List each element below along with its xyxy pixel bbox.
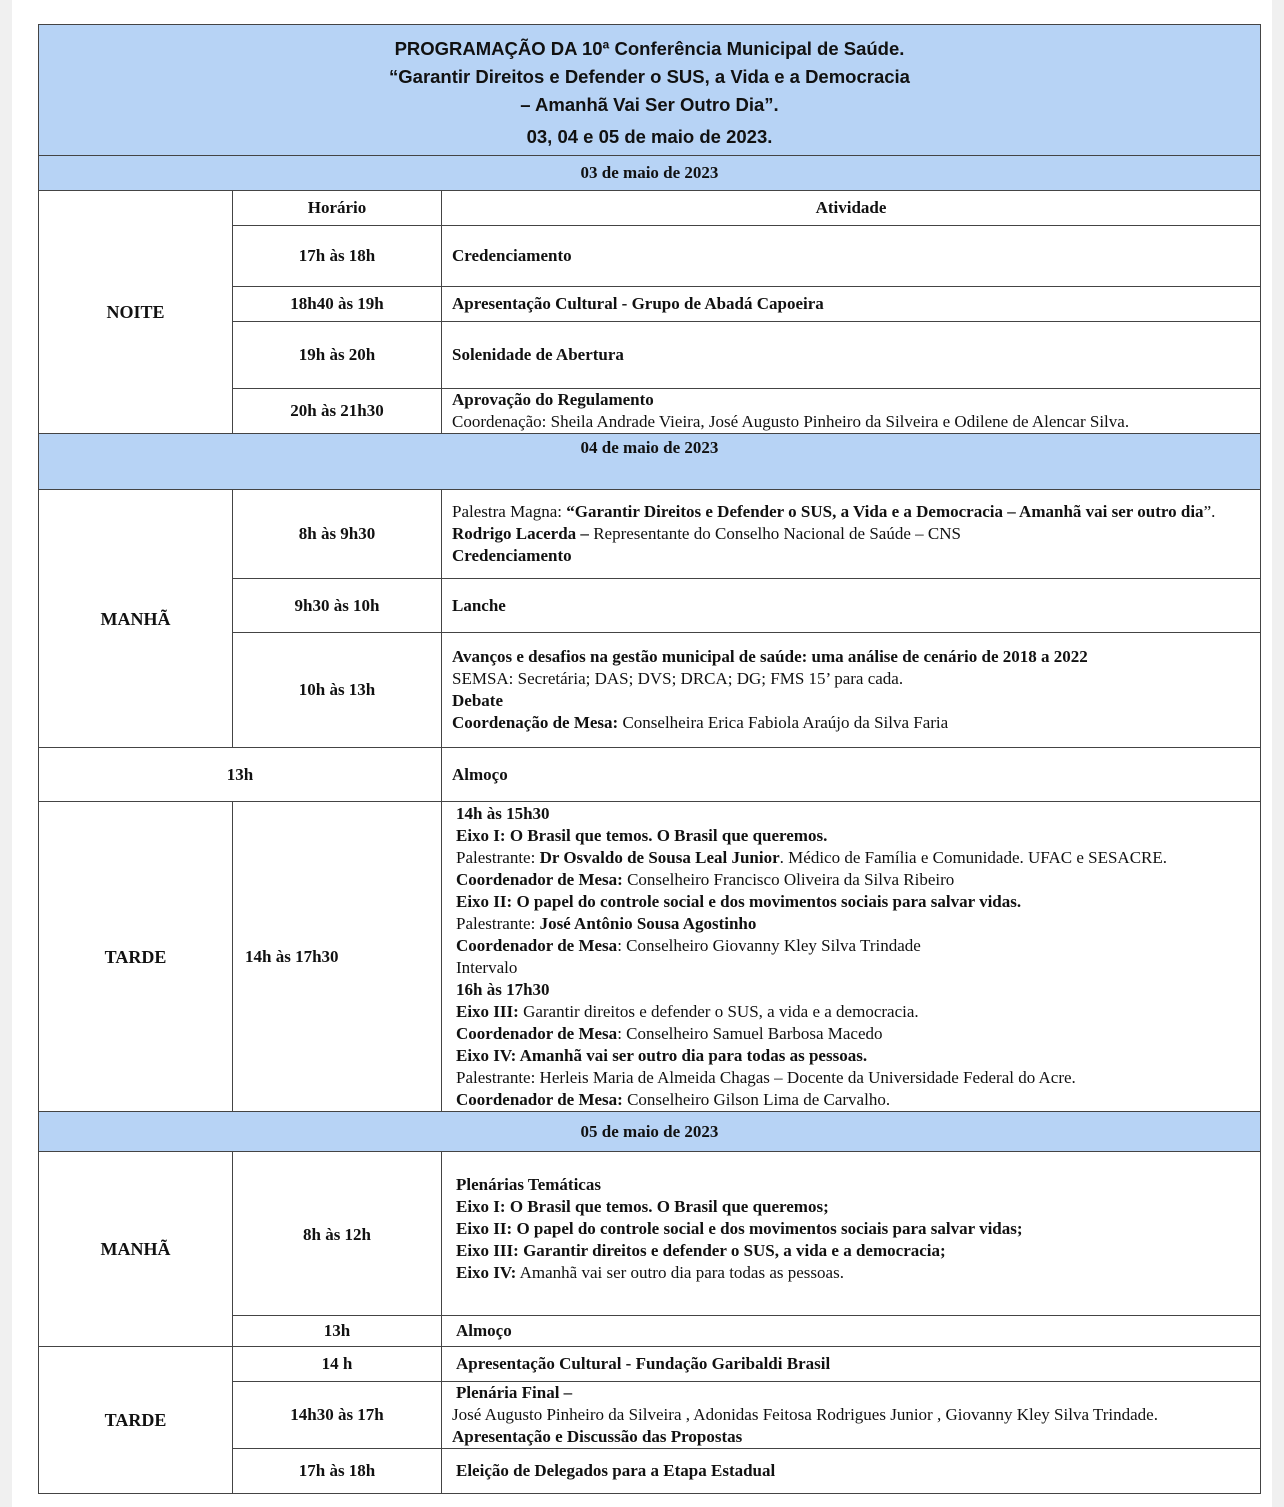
line-bold: Coordenador de Mesa bbox=[456, 935, 618, 955]
period-label: NOITE bbox=[39, 191, 233, 434]
period-label: TARDE bbox=[39, 802, 233, 1112]
activity-title: Plenária Final – bbox=[456, 1383, 573, 1402]
line-bold: Coordenador de Mesa: bbox=[456, 869, 623, 889]
line-bold: Eixo III: Garantir direitos e defender o SUS, a vida e a democracia; bbox=[456, 1241, 946, 1260]
time-cell: 8h às 12h bbox=[233, 1152, 442, 1316]
line-text: Garantir direitos e defender o SUS, a vida e a democracia. bbox=[518, 1001, 919, 1021]
day-heading: 04 de maio de 2023 bbox=[39, 434, 1261, 490]
column-header-horario: Horário bbox=[233, 191, 442, 226]
program-line bbox=[456, 847, 1250, 869]
header-title: PROGRAMAÇÃO DA 10ª Conferência Municipal de Saúde. bbox=[394, 38, 905, 59]
activity-cell: Almoço bbox=[442, 748, 1261, 802]
program-line bbox=[456, 869, 1250, 891]
time-cell: 14h30 às 17h bbox=[233, 1382, 442, 1449]
activity-cell: Credenciamento bbox=[442, 226, 1261, 287]
time-cell: 18h40 às 19h bbox=[233, 287, 442, 322]
activity-title: Apresentação e Discussão das Propostas bbox=[452, 1427, 743, 1446]
activity-cell: Apresentação Cultural - Grupo de Abadá Capoeira bbox=[442, 287, 1261, 322]
header-theme-line2: – Amanhã Vai Ser Outro Dia”. bbox=[520, 94, 779, 115]
program-line bbox=[456, 1196, 1250, 1218]
line-text: Conselheiro Gilson Lima de Carvalho. bbox=[622, 1089, 891, 1109]
activity-title: Avanços e desafios na gestão municipal de saúde: uma análise de cenário de 2018 a 2022 bbox=[452, 647, 1088, 666]
time-cell: 13h bbox=[233, 1316, 442, 1347]
line-prefix: Palestrante: bbox=[456, 847, 540, 867]
activity-title: Debate bbox=[452, 691, 503, 710]
activity-cell: Eleição de Delegados para a Etapa Estadual bbox=[442, 1449, 1261, 1494]
program-line bbox=[456, 1023, 1250, 1045]
program-line bbox=[456, 1218, 1250, 1240]
time-cell: 13h bbox=[39, 748, 442, 802]
program-line bbox=[456, 1045, 1250, 1067]
period-label: MANHÃ bbox=[39, 490, 233, 748]
line-bold: 16h às 17h30 bbox=[456, 979, 550, 999]
activity-title: Credenciamento bbox=[452, 546, 572, 565]
activity-cell: Almoço bbox=[442, 1316, 1261, 1347]
activity-cell bbox=[442, 1152, 1261, 1316]
speaker-name: Rodrigo Lacerda – bbox=[452, 524, 589, 543]
time-cell: 17h às 18h bbox=[233, 1449, 442, 1494]
time-cell: 14h às 17h30 bbox=[233, 802, 442, 1112]
program-header bbox=[39, 25, 1261, 156]
time-cell: 17h às 18h bbox=[233, 226, 442, 287]
program-line bbox=[456, 957, 1250, 979]
program-line bbox=[456, 803, 1250, 825]
line-bold: Coordenador de Mesa bbox=[456, 1023, 618, 1043]
line-bold: Eixo I: O Brasil que temos. O Brasil que queremos. bbox=[456, 825, 828, 845]
activity-cell bbox=[442, 490, 1261, 579]
activity-title: Aprovação do Regulamento bbox=[452, 390, 654, 409]
activity-cell bbox=[442, 389, 1261, 434]
time-cell: 14 h bbox=[233, 1347, 442, 1382]
activity-detail: SEMSA: Secretária; DAS; DVS; DRCA; DG; FMS 15’ para cada. bbox=[452, 669, 904, 688]
period-label: TARDE bbox=[39, 1347, 233, 1494]
speaker-role: Representante do Conselho Nacional de Saúde – CNS bbox=[588, 524, 961, 543]
line-prefix: Palestrante: Herleis Maria de Almeida Chagas – Docente da Universidade Federal do Acre. bbox=[456, 1067, 1076, 1087]
line-text: : Conselheiro Samuel Barbosa Macedo bbox=[617, 1023, 883, 1043]
program-line bbox=[456, 1262, 1250, 1284]
line-bold: José Antônio Sousa Agostinho bbox=[539, 913, 757, 933]
participants-line: José Augusto Pinheiro da Silveira , Adonidas Feitosa Rodrigues Junior , Giovanny Kley Silva Trindade. bbox=[452, 1405, 1158, 1424]
line-text: : Conselheiro Giovanny Kley Silva Trindade bbox=[617, 935, 921, 955]
line-bold: Eixo II: O papel do controle social e dos movimentos sociais para salvar vidas; bbox=[456, 1219, 1023, 1238]
line-bold: Eixo IV: Amanhã vai ser outro dia para todas as pessoas. bbox=[456, 1045, 868, 1065]
time-cell: 9h30 às 10h bbox=[233, 579, 442, 633]
line-bold: Eixo IV: bbox=[456, 1263, 517, 1282]
day-heading: 05 de maio de 2023 bbox=[39, 1112, 1261, 1152]
program-line bbox=[456, 1174, 1250, 1196]
program-line bbox=[456, 1001, 1250, 1023]
thematic-plenaries bbox=[456, 1174, 1250, 1284]
column-header-atividade: Atividade bbox=[442, 191, 1261, 226]
activity-cell bbox=[442, 802, 1261, 1112]
time-cell: 20h às 21h30 bbox=[233, 389, 442, 434]
program-line bbox=[456, 891, 1250, 913]
keynote-prefix: Palestra Magna: bbox=[452, 502, 567, 521]
activity-cell: Solenidade de Abertura bbox=[442, 322, 1261, 389]
activity-cell bbox=[442, 633, 1261, 748]
period-label: MANHÃ bbox=[39, 1152, 233, 1347]
program-line bbox=[456, 825, 1250, 847]
keynote-line bbox=[452, 501, 1250, 523]
day-heading: 03 de maio de 2023 bbox=[39, 156, 1261, 191]
line-prefix: Intervalo bbox=[456, 957, 518, 977]
activity-cell: Apresentação Cultural - Fundação Garibaldi Brasil bbox=[442, 1347, 1261, 1382]
program-line bbox=[456, 1089, 1250, 1111]
speaker-line bbox=[452, 523, 1250, 545]
time-cell: 10h às 13h bbox=[233, 633, 442, 748]
line-text: . Médico de Família e Comunidade. UFAC e SESACRE. bbox=[779, 847, 1168, 867]
keynote-suffix: ”. bbox=[1203, 502, 1216, 521]
activity-cell bbox=[442, 1382, 1261, 1449]
line-bold: Coordenador de Mesa: bbox=[456, 1089, 623, 1109]
activity-cell: Lanche bbox=[442, 579, 1261, 633]
program-table bbox=[38, 24, 1261, 1494]
line-bold: Eixo I: O Brasil que temos. O Brasil que queremos; bbox=[456, 1197, 829, 1216]
coordination-label: Coordenação de Mesa: bbox=[452, 713, 619, 732]
program-line bbox=[456, 1067, 1250, 1089]
activity-detail: Coordenação: Sheila Andrade Vieira, José Augusto Pinheiro da Silveira e Odilene de Alencar Silva. bbox=[452, 412, 1130, 431]
coordination-name: Conselheira Erica Fabiola Araújo da Silva Faria bbox=[618, 713, 949, 732]
program-line bbox=[456, 935, 1250, 957]
line-text: Amanhã vai ser outro dia para todas as pessoas. bbox=[516, 1263, 844, 1282]
time-cell: 8h às 9h30 bbox=[233, 490, 442, 579]
time-cell: 19h às 20h bbox=[233, 322, 442, 389]
line-bold: Dr Osvaldo de Sousa Leal Junior bbox=[539, 847, 780, 867]
line-bold: Eixo III: bbox=[456, 1001, 519, 1021]
line-bold: Eixo II: O papel do controle social e dos movimentos sociais para salvar vidas. bbox=[456, 891, 1022, 911]
line-bold: Plenárias Temáticas bbox=[456, 1175, 601, 1194]
line-text: Conselheiro Francisco Oliveira da Silva Ribeiro bbox=[622, 869, 955, 889]
header-dates: 03, 04 e 05 de maio de 2023. bbox=[526, 126, 773, 147]
program-line bbox=[456, 913, 1250, 935]
afternoon-program bbox=[456, 803, 1250, 1111]
coordination-line bbox=[452, 712, 1250, 734]
program-line bbox=[456, 979, 1250, 1001]
program-line bbox=[456, 1240, 1250, 1262]
line-prefix: Palestrante: bbox=[456, 913, 540, 933]
header-theme-line1: “Garantir Direitos e Defender o SUS, a Vida e a Democracia bbox=[389, 66, 910, 87]
keynote-title: “Garantir Direitos e Defender o SUS, a Vida e a Democracia – Amanhã vai ser outro dia bbox=[566, 502, 1204, 521]
line-bold: 14h às 15h30 bbox=[456, 803, 550, 823]
